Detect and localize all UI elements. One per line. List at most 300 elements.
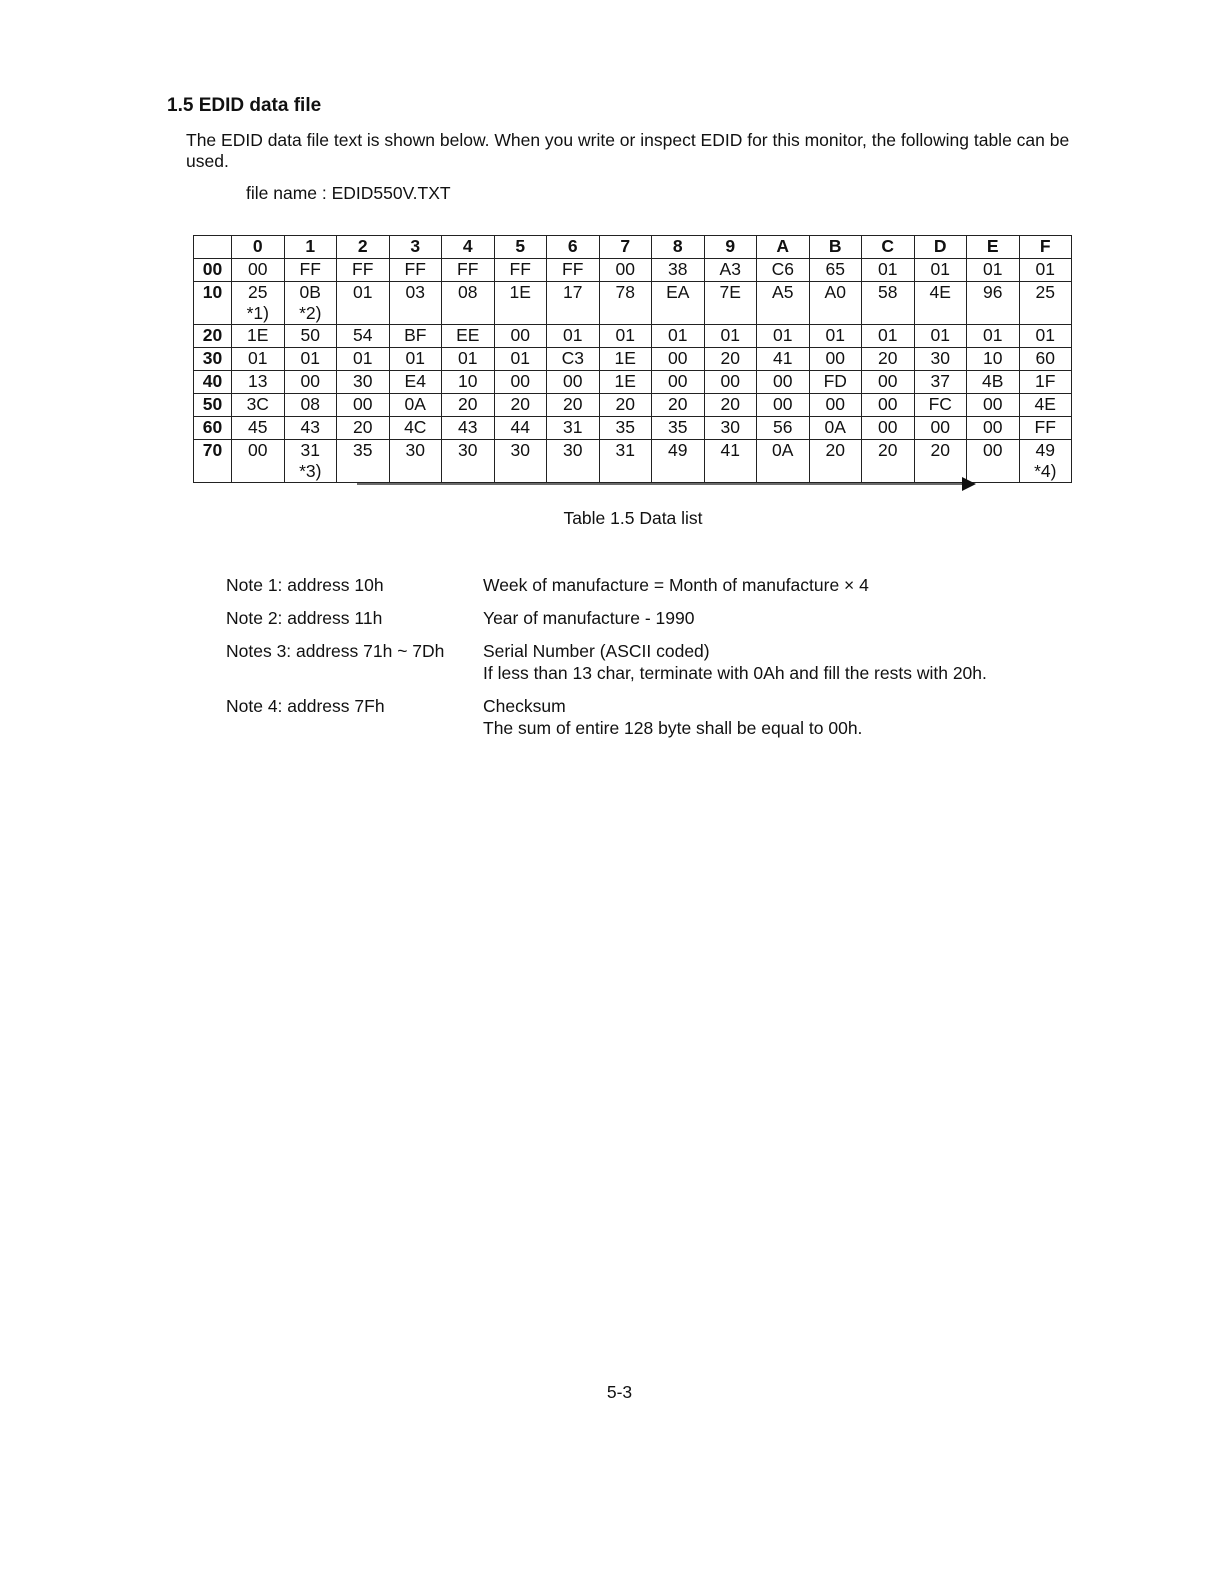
cell-value: 00 [878,417,898,437]
table-row [194,440,1072,483]
table-header-row [194,236,1072,259]
table-cell [757,417,810,440]
table-cell [757,325,810,348]
col-header: E [967,236,1020,259]
cell-value: 30 [405,440,425,460]
table-cell [757,282,810,325]
cell-value: 20 [930,440,950,460]
table-cell [862,440,915,483]
cell-value: 30 [458,440,478,460]
table-cell [1019,259,1072,282]
cell-value: 20 [615,394,635,414]
cell-value: 54 [353,325,373,345]
cell-value: E4 [404,371,426,391]
row-address-header: 70 [194,440,232,483]
table-cell [494,282,547,325]
table-cell [1019,417,1072,440]
cell-value: 35 [615,417,635,437]
cell-value: 20 [878,348,898,368]
table-cell [389,325,442,348]
table-cell [757,259,810,282]
row-address-header: 30 [194,348,232,371]
cell-value: 3C [246,394,269,414]
table-cell [547,394,600,417]
note-label: Note 4: address 7Fh [226,696,385,716]
col-header: 3 [389,236,442,259]
table-cell [1019,394,1072,417]
cell-value: 20 [825,440,845,460]
cell-value: 08 [300,394,320,414]
table-cell [599,259,652,282]
table-cell [757,348,810,371]
col-header: B [809,236,862,259]
table-cell [337,371,390,394]
table-row [194,417,1072,440]
cell-value: 20 [563,394,583,414]
table-cell [652,371,705,394]
page-number: 5-3 [606,1382,633,1402]
cell-value: 4B [982,371,1004,391]
table-cell [284,394,337,417]
table-cell [914,371,967,394]
cell-value: 1E [509,282,531,302]
note-label: Notes 3: address 71h ~ 7Dh [226,641,445,661]
cell-value: 01 [878,325,898,345]
cell-value: 01 [563,325,583,345]
file-name: file name : EDID550V.TXT [246,183,451,203]
cell-value: 0A [772,440,794,460]
col-header: C [862,236,915,259]
table-cell [337,282,390,325]
table-cell [337,348,390,371]
note-item [226,607,1083,629]
col-header: 7 [599,236,652,259]
cell-value: 01 [720,325,740,345]
table-cell [914,394,967,417]
table-row [194,394,1072,417]
note-description [483,640,1083,684]
table-corner-cell [194,236,232,259]
table-cell [337,325,390,348]
col-header: 1 [284,236,337,259]
cell-value: 4E [1034,394,1056,414]
table-cell [1019,371,1072,394]
table-cell [232,348,285,371]
edid-data-table [193,235,1072,483]
table-cell [284,371,337,394]
cell-value: 20 [458,394,478,414]
cell-value: 1F [1035,371,1056,391]
col-header: 0 [232,236,285,259]
row-address-header: 40 [194,371,232,394]
table-row [194,259,1072,282]
table-cell [389,348,442,371]
col-header: 4 [442,236,495,259]
table-cell [494,440,547,483]
cell-value: FD [823,371,847,391]
cell-value: 01 [300,348,320,368]
table-cell [442,348,495,371]
table-cell [599,371,652,394]
cell-value: 10 [458,371,478,391]
note-description [483,607,1083,629]
cell-value: 44 [510,417,530,437]
table-cell [494,325,547,348]
table-cell [442,394,495,417]
cell-value: 01 [983,259,1003,279]
cell-value: 1E [247,325,269,345]
table-cell [389,282,442,325]
table-cell [809,348,862,371]
section-title: 1.5 EDID data file [167,95,322,116]
table-cell [704,417,757,440]
col-header: D [914,236,967,259]
table-cell [652,417,705,440]
table-cell [757,440,810,483]
table-cell [652,394,705,417]
cell-value: 1E [614,348,636,368]
col-header: F [1019,236,1072,259]
cell-value: 00 [615,259,635,279]
table-cell [862,348,915,371]
cell-value: FF [562,259,584,279]
cell-value: 00 [248,440,268,460]
table-cell [389,417,442,440]
cell-value: C3 [561,348,584,368]
note-label: Note 2: address 11h [226,608,383,628]
cell-value: BF [404,325,427,345]
col-header: 2 [337,236,390,259]
row-address-header: 10 [194,282,232,325]
table-cell [967,325,1020,348]
table-cell [284,417,337,440]
table-cell [232,417,285,440]
cell-value: 35 [668,417,688,437]
cell-value: 01 [353,348,373,368]
cell-value: 30 [510,440,530,460]
table-cell [442,325,495,348]
cell-value: 30 [930,348,950,368]
footnote-mark: *1) [246,303,269,323]
table-cell [809,417,862,440]
table-cell [652,259,705,282]
table-body [194,259,1072,483]
table-cell [914,325,967,348]
table-cell [914,348,967,371]
table-cell [862,325,915,348]
table-cell [809,325,862,348]
cell-value: 01 [248,348,268,368]
table-row [194,348,1072,371]
cell-value: 20 [510,394,530,414]
note-line: Year of manufacture - 1990 [483,608,695,628]
cell-value: A0 [824,282,846,302]
cell-value: EA [666,282,690,302]
table-cell [809,259,862,282]
table-cell [1019,348,1072,371]
table-cell [757,394,810,417]
cell-value: 01 [668,325,688,345]
table-cell [494,394,547,417]
table-cell [337,440,390,483]
table-cell [284,259,337,282]
cell-value: 56 [773,417,793,437]
footnote-mark: *3) [299,461,322,481]
cell-value: 01 [878,259,898,279]
table-cell [809,440,862,483]
cell-value: 41 [720,440,740,460]
cell-value: 49 [668,440,688,460]
table-cell [389,394,442,417]
cell-value: 01 [510,348,530,368]
cell-value: 01 [930,325,950,345]
note-item [226,574,1083,596]
table-cell [652,282,705,325]
table-cell [599,394,652,417]
cell-value: 41 [773,348,793,368]
cell-value: FF [457,259,479,279]
col-header: A [757,236,810,259]
cell-value: 31 [563,417,583,437]
row-address-header: 20 [194,325,232,348]
cell-value: 01 [458,348,478,368]
cell-value: 00 [983,440,1003,460]
note-item [226,640,1083,684]
table-cell [967,417,1020,440]
cell-value: 10 [983,348,1003,368]
cell-value: 60 [1035,348,1055,368]
footnote-mark: *4) [1034,461,1057,481]
table-cell [862,282,915,325]
cell-value: 01 [615,325,635,345]
table-cell [862,259,915,282]
cell-value: 00 [300,371,320,391]
table-cell [337,259,390,282]
table-cell [494,371,547,394]
cell-value: 7E [719,282,741,302]
cell-value: 08 [458,282,478,302]
note-line: Serial Number (ASCII coded) [483,641,710,661]
cell-value: 1E [614,371,636,391]
cell-value: 58 [878,282,898,302]
table-cell [914,417,967,440]
cell-value: 01 [825,325,845,345]
note-line: The sum of entire 128 byte shall be equal to 00h. [483,718,863,738]
table-cell [599,282,652,325]
cell-value: 31 [615,440,635,460]
table-cell [862,417,915,440]
table-cell [1019,282,1072,325]
col-header: 6 [547,236,600,259]
cell-value: 00 [563,371,583,391]
table-cell [862,394,915,417]
intro-paragraph: The EDID data file text is shown below. When you write or inspect EDID for this monitor, the following table can be used. [186,130,1070,171]
cell-value: EE [456,325,480,345]
note-line: Checksum [483,696,566,716]
footnote-mark: *2) [299,303,322,323]
table-cell [809,282,862,325]
table-cell [599,417,652,440]
cell-value: 20 [668,394,688,414]
table-cell [599,440,652,483]
cell-value: 01 [1035,259,1055,279]
table-cell [232,325,285,348]
table-cell [757,371,810,394]
cell-value: 65 [825,259,845,279]
cell-value: FF [352,259,374,279]
cell-value: 00 [510,371,530,391]
cell-value: 01 [1035,325,1055,345]
table-cell [547,440,600,483]
cell-value: 25 [1035,282,1055,302]
cell-value: 35 [353,440,373,460]
cell-value: 30 [353,371,373,391]
cell-value: 00 [983,394,1003,414]
cell-value: 00 [773,371,793,391]
notes-list [226,574,1083,750]
table-cell [704,371,757,394]
row-address-header: 00 [194,259,232,282]
cell-value: 49 [1035,440,1055,460]
cell-value: 00 [248,259,268,279]
cell-value: 00 [353,394,373,414]
cell-value: 03 [405,282,425,302]
table-cell [389,259,442,282]
note-label: Note 1: address 10h [226,575,384,595]
table-cell [494,259,547,282]
table-cell [232,440,285,483]
table-cell [232,282,285,325]
cell-value: 45 [248,417,268,437]
cell-value: 00 [668,371,688,391]
table-row [194,325,1072,348]
table-cell [547,282,600,325]
table-cell [494,348,547,371]
cell-value: 4E [929,282,951,302]
table-cell [232,371,285,394]
note-line: Week of manufacture = Month of manufacture × 4 [483,575,869,595]
cell-value: 00 [878,371,898,391]
cell-value: 96 [983,282,1003,302]
table-cell [547,348,600,371]
cell-value: 43 [300,417,320,437]
table-cell [494,417,547,440]
table-cell [442,371,495,394]
table-cell [809,371,862,394]
table-cell [652,325,705,348]
cell-value: 01 [353,282,373,302]
cell-value: 00 [773,394,793,414]
cell-value: 00 [930,417,950,437]
cell-value: 38 [668,259,688,279]
table-cell [967,259,1020,282]
cell-value: 01 [773,325,793,345]
table-cell [704,282,757,325]
cell-value: FF [509,259,531,279]
table-caption: Table 1.5 Data list [563,508,703,528]
table-cell [967,371,1020,394]
cell-value: C6 [771,259,794,279]
cell-value: 78 [615,282,635,302]
table-cell [704,440,757,483]
cell-value: A5 [772,282,794,302]
table-cell [389,440,442,483]
cell-value: A3 [719,259,741,279]
row-address-header: 50 [194,394,232,417]
note-description [483,695,1083,739]
cell-value: 20 [720,394,740,414]
cell-value: 00 [825,394,845,414]
cell-value: 01 [983,325,1003,345]
table-cell [914,282,967,325]
table-cell [284,325,337,348]
table-cell [337,394,390,417]
cell-value: 20 [720,348,740,368]
table-cell [704,259,757,282]
note-item [226,695,1083,739]
table-cell [284,348,337,371]
table-cell [967,440,1020,483]
cell-value: 00 [510,325,530,345]
table-cell [442,259,495,282]
cell-value: FF [404,259,426,279]
table-cell [967,282,1020,325]
cell-value: 00 [668,348,688,368]
table-cell [704,325,757,348]
table-cell [599,348,652,371]
table-cell [914,259,967,282]
table-cell [652,440,705,483]
table-cell [967,394,1020,417]
table-cell [704,394,757,417]
table-row [194,282,1072,325]
cell-value: 00 [825,348,845,368]
cell-value: FC [928,394,952,414]
cell-value: 0B [299,282,321,302]
cell-value: 0A [404,394,426,414]
col-header: 5 [494,236,547,259]
cell-value: FF [1034,417,1056,437]
table-cell [547,325,600,348]
table-cell [232,259,285,282]
cell-value: 00 [983,417,1003,437]
table-cell [284,282,337,325]
table-cell [389,371,442,394]
table-cell [442,282,495,325]
cell-value: 37 [930,371,950,391]
cell-value: 01 [405,348,425,368]
cell-value: 00 [720,371,740,391]
table-cell [547,371,600,394]
col-header: 8 [652,236,705,259]
table-cell [809,394,862,417]
note-description [483,574,1083,596]
table-cell [442,417,495,440]
table-cell [599,325,652,348]
cell-value: 13 [248,371,268,391]
cell-value: 20 [878,440,898,460]
table-cell [337,417,390,440]
cell-value: 4C [404,417,427,437]
table-cell [547,417,600,440]
cell-value: FF [299,259,321,279]
table-cell [442,440,495,483]
table-cell [862,371,915,394]
cell-value: 01 [930,259,950,279]
table-cell [547,259,600,282]
cell-value: 20 [353,417,373,437]
table-cell [1019,440,1072,483]
